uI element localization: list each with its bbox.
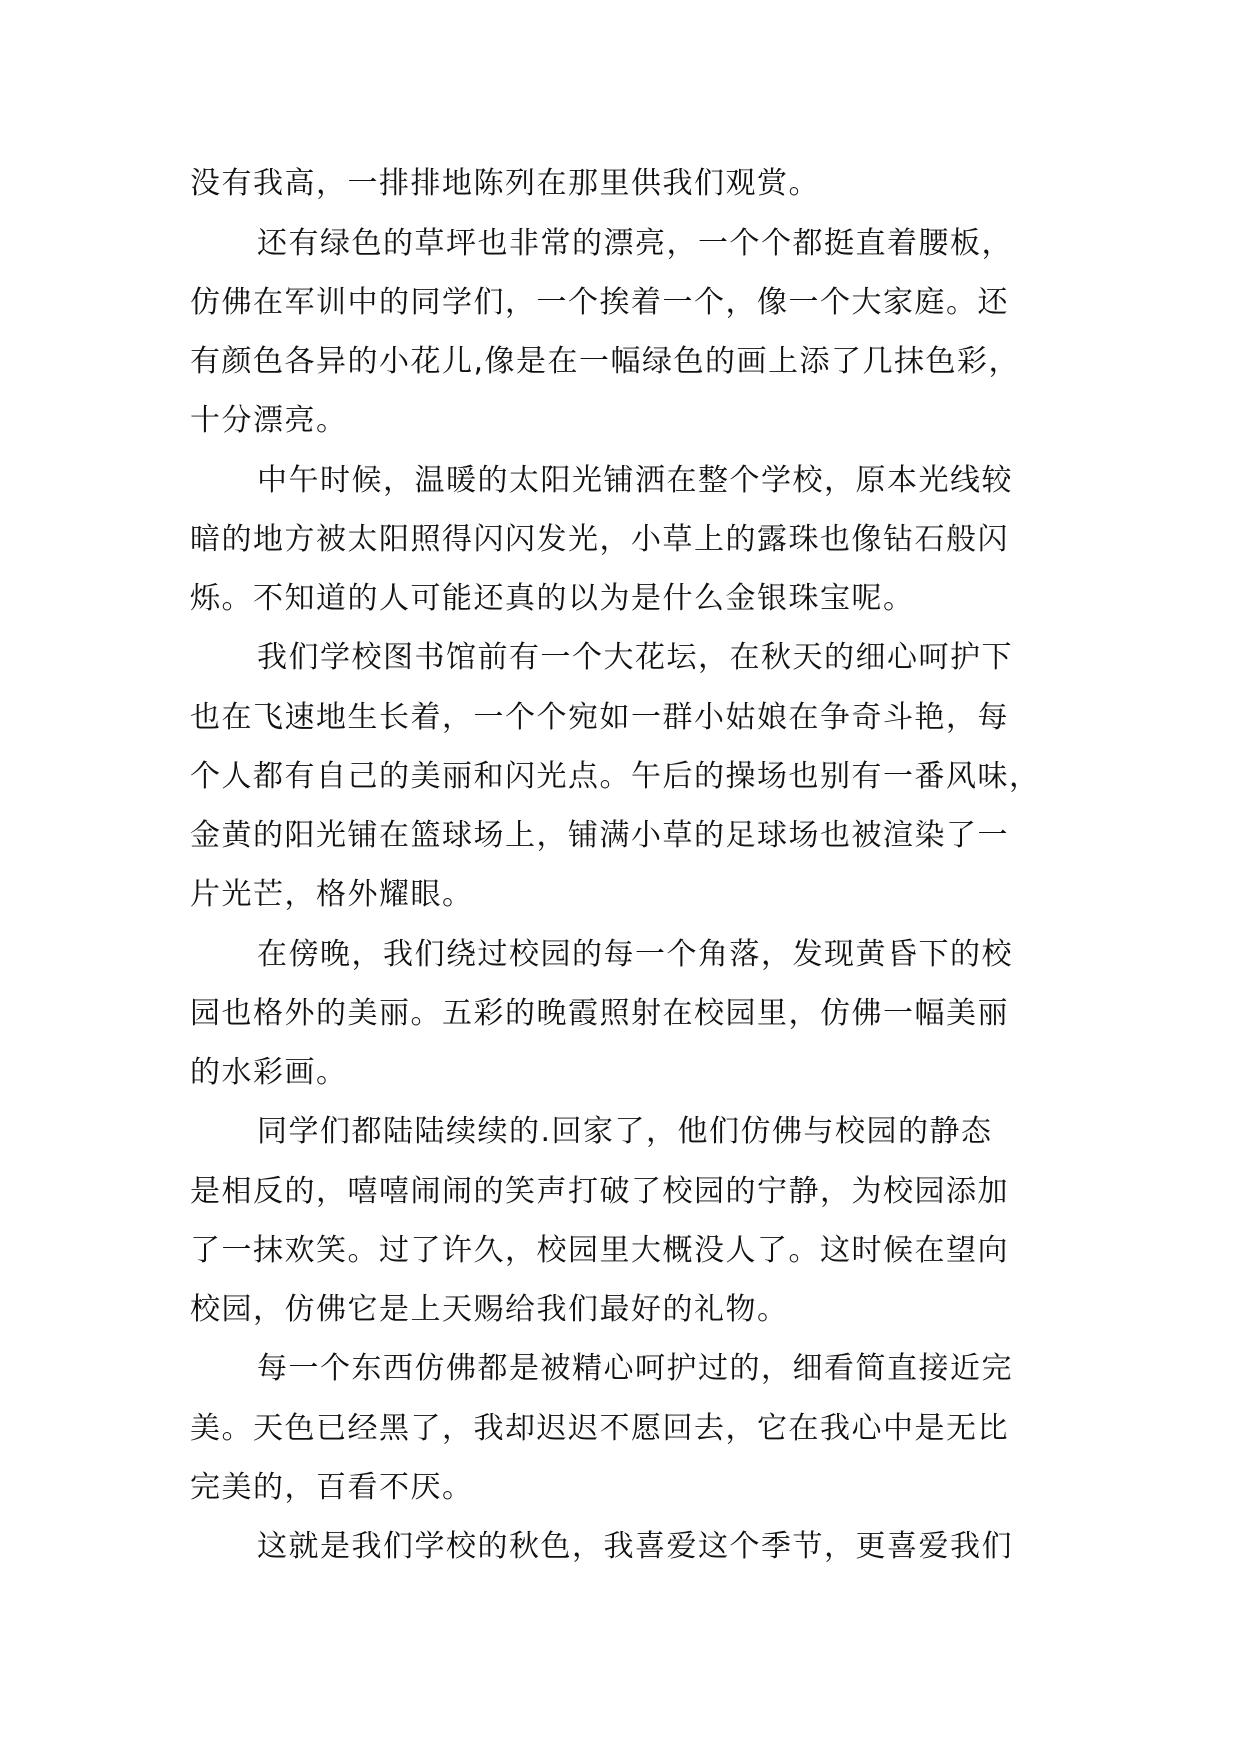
paragraph-first-line: 每一个东西仿佛都是被精心呵护过的，细看简直接近完 [257,1351,1013,1386]
text-line: 园也格外的美丽。五彩的晚霞照射在校园里，仿佛一幅美丽 [190,996,1009,1031]
text-line: 没有我高，一排排地陈列在那里供我们观赏。 [190,166,820,201]
paragraph-first-line: 中午时候，温暖的太阳光铺洒在整个学校，原本光线较 [257,463,1013,498]
text-line: 个人都有自己的美丽和闪光点。午后的操场也别有一番风味， [190,759,1041,794]
text-line: 校园，仿佛它是上天赐给我们最好的礼物。 [190,1292,789,1327]
text-line: 仿佛在军训中的同学们，一个挨着一个，像一个大家庭。还 [190,285,1009,320]
text-line: 也在飞速地生长着，一个个宛如一群小姑娘在争奇斗艳，每 [190,700,1009,735]
paragraph-first-line: 在傍晚，我们绕过校园的每一个角落，发现黄昏下的校 [257,937,1013,972]
text-line: 片光芒，格外耀眼。 [190,877,474,912]
text-line: 完美的，百看不厌。 [190,1470,474,1505]
text-line: 了一抹欢笑。过了许久，校园里大概没人了。这时候在望向 [190,1233,1009,1268]
text-line: 有颜色各异的小花儿,像是在一幅绿色的画上添了几抹色彩， [190,344,1021,379]
text-line: 金黄的阳光铺在篮球场上，铺满小草的足球场也被渲染了一 [190,818,1009,853]
text-line: 是相反的，嘻嘻闹闹的笑声打破了校园的宁静，为校园添加 [190,1174,1009,1209]
text-line: 暗的地方被太阳照得闪闪发光，小草上的露珠也像钻石般闪 [190,522,1009,557]
paragraph-first-line: 这就是我们学校的秋色，我喜爱这个季节，更喜爱我们 [257,1529,1013,1564]
text-line: 美。天色已经黑了，我却迟迟不愿回去，它在我心中是无比 [190,1411,1009,1446]
text-line: 十分漂亮。 [190,403,348,438]
text-line: 烁。不知道的人可能还真的以为是什么金银珠宝呢。 [190,581,915,616]
paragraph-first-line: 还有绿色的草坪也非常的漂亮，一个个都挺直着腰板， [257,226,1013,261]
paragraph-first-line: 同学们都陆陆续续的.回家了，他们仿佛与校园的静态 [257,1114,993,1149]
paragraph-first-line: 我们学校图书馆前有一个大花坛，在秋天的细心呵护下 [257,640,1013,675]
text-line: 的水彩画。 [190,1055,348,1090]
